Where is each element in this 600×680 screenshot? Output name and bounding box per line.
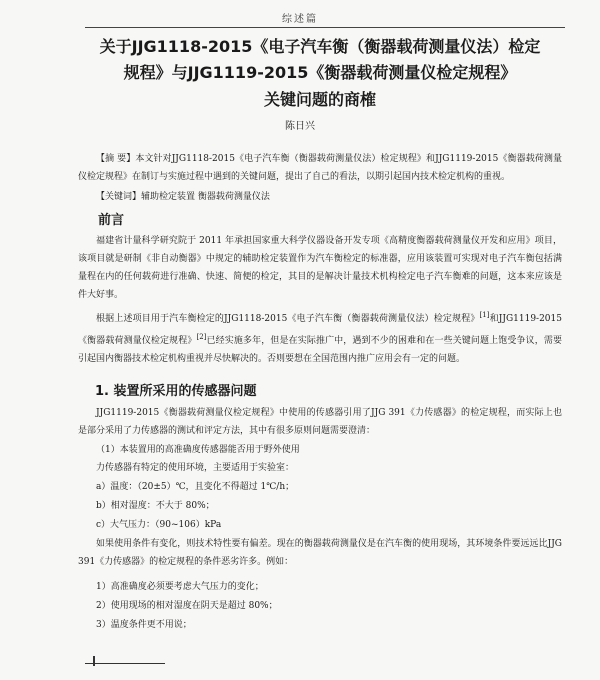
condition-c: c）大气压力：（90~106）kPa [96, 520, 222, 530]
condition-a: a）温度：（20±5）℃，且变化不得超过 1℃/h； [96, 482, 295, 492]
numbered-item-3: 3）温度条件更不用说； [96, 620, 192, 630]
header-rule [85, 27, 565, 28]
preface-p2-text-c: 已经实施多年，但是在实际推广中，遇到不少的困难和在一些关键问题上饱受争议，需要引起国内衡器技术检定机构重视并尽快解决的。否则要想在全国范围内推广应用会有一定的问题。 [78, 336, 562, 364]
footer-rule [85, 663, 165, 664]
article-title-line-3: 关键问题的商榷 [263, 90, 376, 109]
reference-marker-2: [2] [196, 333, 207, 341]
section-1-paragraph-1: JJG1119-2015《衡器载荷测量仪检定规程》中使用的传感器引用了JJG 391《力传感器》的检定规程，而实际上也是部分采用了力传感器的测试和评定方法，其中有很多原则问题需要澄清： [78, 408, 562, 436]
preface-p2-text-a: 根据上述项目用于汽车衡检定的JJG1118-2015《电子汽车衡（衡器载荷测量仪法）检定规程》 [96, 314, 480, 324]
section-tag: 综述篇 [282, 14, 318, 25]
reference-marker-1: [1] [479, 311, 490, 319]
section-1-item-1-sub: 力传感器有特定的使用环境，主要适用于实验室： [96, 463, 295, 473]
preface-p2-text-b: 和JJG1119-2015《衡器载荷测量仪检定规程》 [78, 314, 562, 346]
preface-heading: 前言 [98, 213, 125, 228]
section-1-item-1: （1）本装置用的高准确度传感器能否用于野外使用 [96, 445, 300, 455]
keywords-line: 【关键词】辅助检定装置 衡器载荷测量仪法 [96, 192, 270, 202]
article-title-line-2: 规程》与JJG1119-2015《衡器载荷测量仪检定规程》 [123, 63, 517, 82]
preface-paragraph-1: 福建省计量科学研究院于 2011 年承担国家重大科学仪器设备开发专项《高精度衡器载荷测量仪开发和应用》项目，该项目就是研制《非自动衡器》中规定的辅助检定装置作为汽车衡检定的标准器，应用该装置可实现对电子汽车衡包括满量程在内的任何载荷进行准确、快速、简便的检定，其目的是解决计量技术机构检定电子汽车衡难的问题，这本来应该是件大好事。 [78, 236, 562, 300]
preface-paragraph-2 [78, 306, 562, 368]
author-name: 陈日兴 [285, 121, 315, 132]
section-1-heading: 1. 装置所采用的传感器问题 [95, 384, 257, 399]
abstract-paragraph: 【摘 要】本文针对JJG1118-2015《电子汽车衡（衡器载荷测量仪法）检定规程》和JJG1119-2015《衡器载荷测量仪检定规程》在制订与实施过程中遇到的关键问题，提出了自己的看法，以期引起国内技术检定机构的重视。 [78, 154, 562, 182]
condition-b: b）相对湿度：不大于 80%； [96, 501, 215, 511]
numbered-item-1: 1）高准确度必须要考虑大气压力的变化； [96, 582, 264, 592]
footer-tick-mark [93, 656, 95, 666]
numbered-item-2: 2）使用现场的相对湿度在阴天是超过 80%； [96, 601, 278, 611]
section-1-paragraph-2: 如果使用条件有变化，则技术特性要有偏差。现在的衡器载荷测量仪是在汽车衡的使用现场，其环境条件要远远比JJG 391《力传感器》的检定规程的条件恶劣许多。例如： [78, 539, 562, 567]
article-title-line-1: 关于JJG1118-2015《电子汽车衡（衡器载荷测量仪法）检定 [99, 37, 541, 56]
